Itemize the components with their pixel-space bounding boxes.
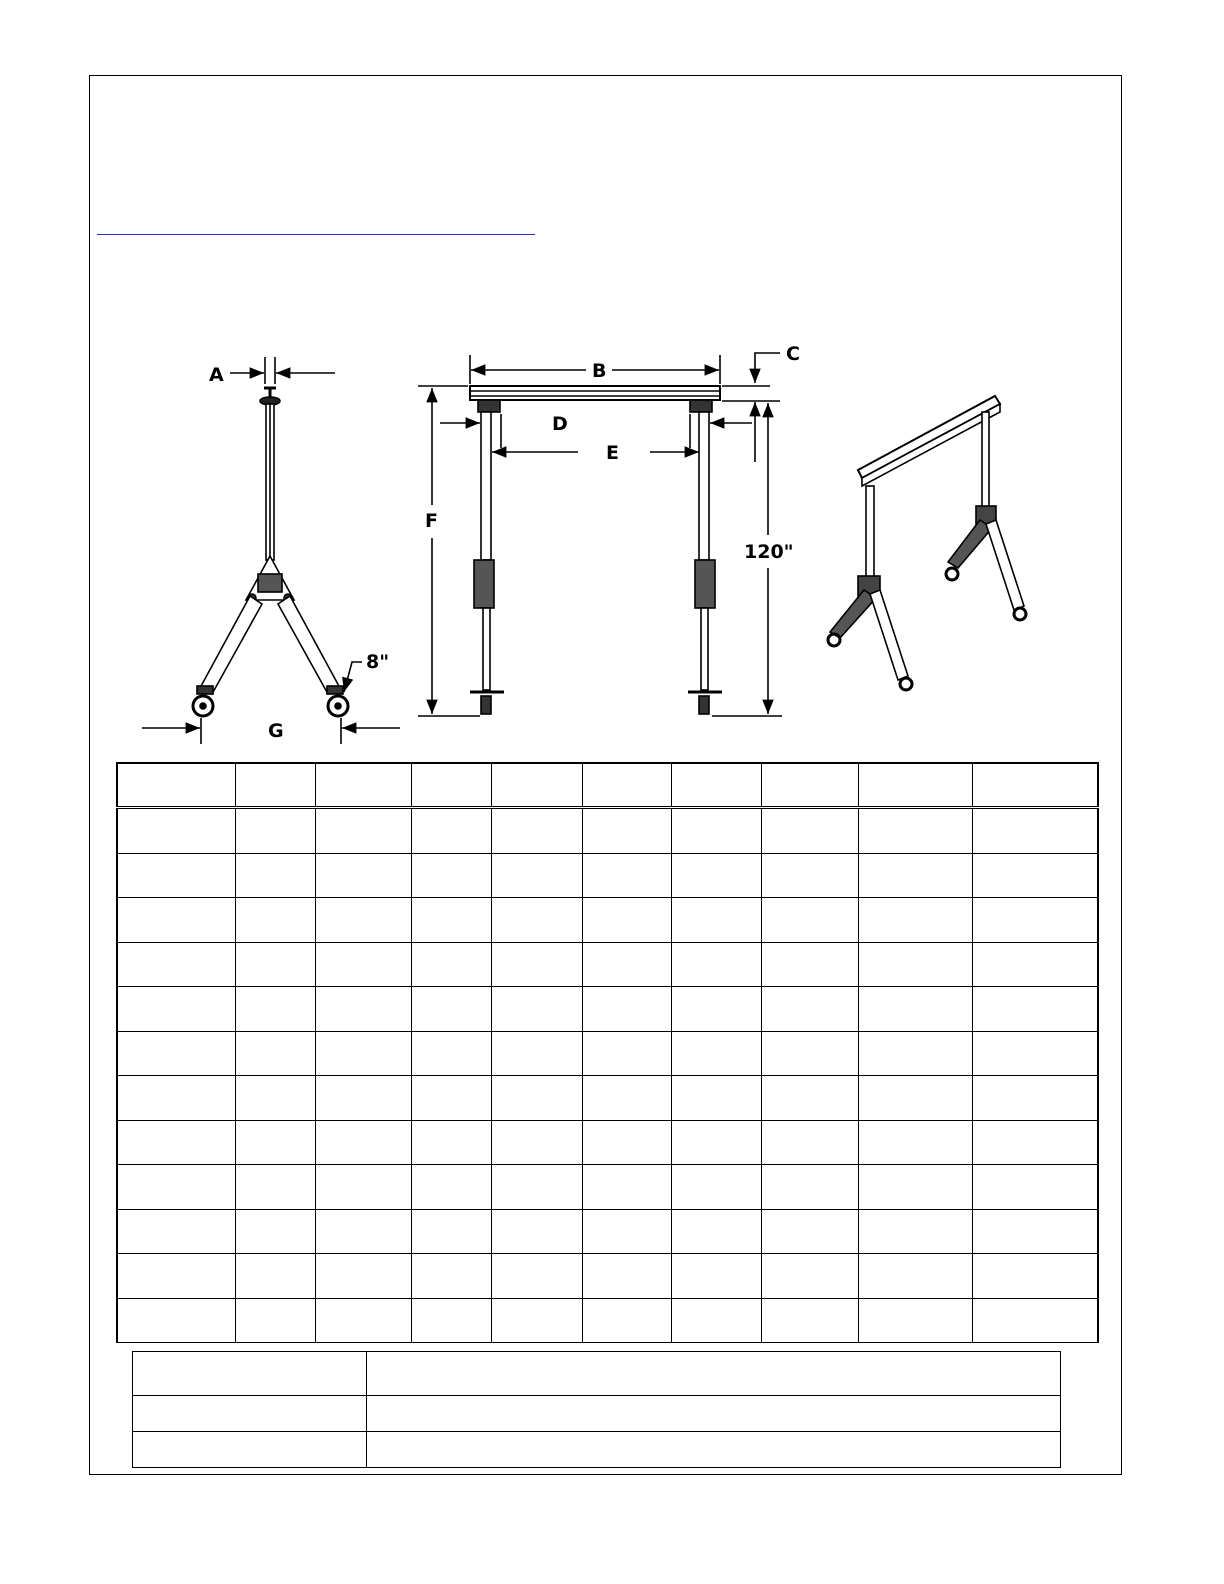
dimension-label-g: G [268, 720, 284, 742]
table-row [117, 987, 1098, 1032]
dimension-label-c: C [786, 343, 800, 365]
side-view-drawing [142, 357, 400, 744]
table-row [117, 1165, 1098, 1210]
isometric-view-drawing [828, 396, 1026, 690]
gantry-crane-drawings [0, 0, 1224, 760]
specification-table [116, 762, 1099, 1343]
table-row [117, 898, 1098, 943]
dimension-label-f: F [425, 510, 438, 532]
dimension-label-b: B [592, 360, 607, 382]
notes-table [132, 1351, 1061, 1468]
table-row [117, 1298, 1098, 1343]
wheel-size-label: 8" [366, 651, 390, 673]
table-row [117, 1254, 1098, 1299]
dimension-label-e: E [606, 442, 619, 464]
table-header-row [117, 763, 1098, 808]
table-row [117, 942, 1098, 987]
table-row [117, 1120, 1098, 1165]
table-row [117, 853, 1098, 898]
dimension-label-d: D [552, 413, 568, 435]
notes-row [133, 1432, 1061, 1468]
notes-row [133, 1396, 1061, 1432]
front-view-drawing [418, 353, 782, 716]
dimension-label-a: A [209, 364, 224, 386]
table-row [117, 1209, 1098, 1254]
table-row [117, 1031, 1098, 1076]
height-label: 120" [744, 541, 794, 563]
table-row [117, 808, 1098, 854]
notes-row [133, 1352, 1061, 1396]
table-row [117, 1076, 1098, 1121]
